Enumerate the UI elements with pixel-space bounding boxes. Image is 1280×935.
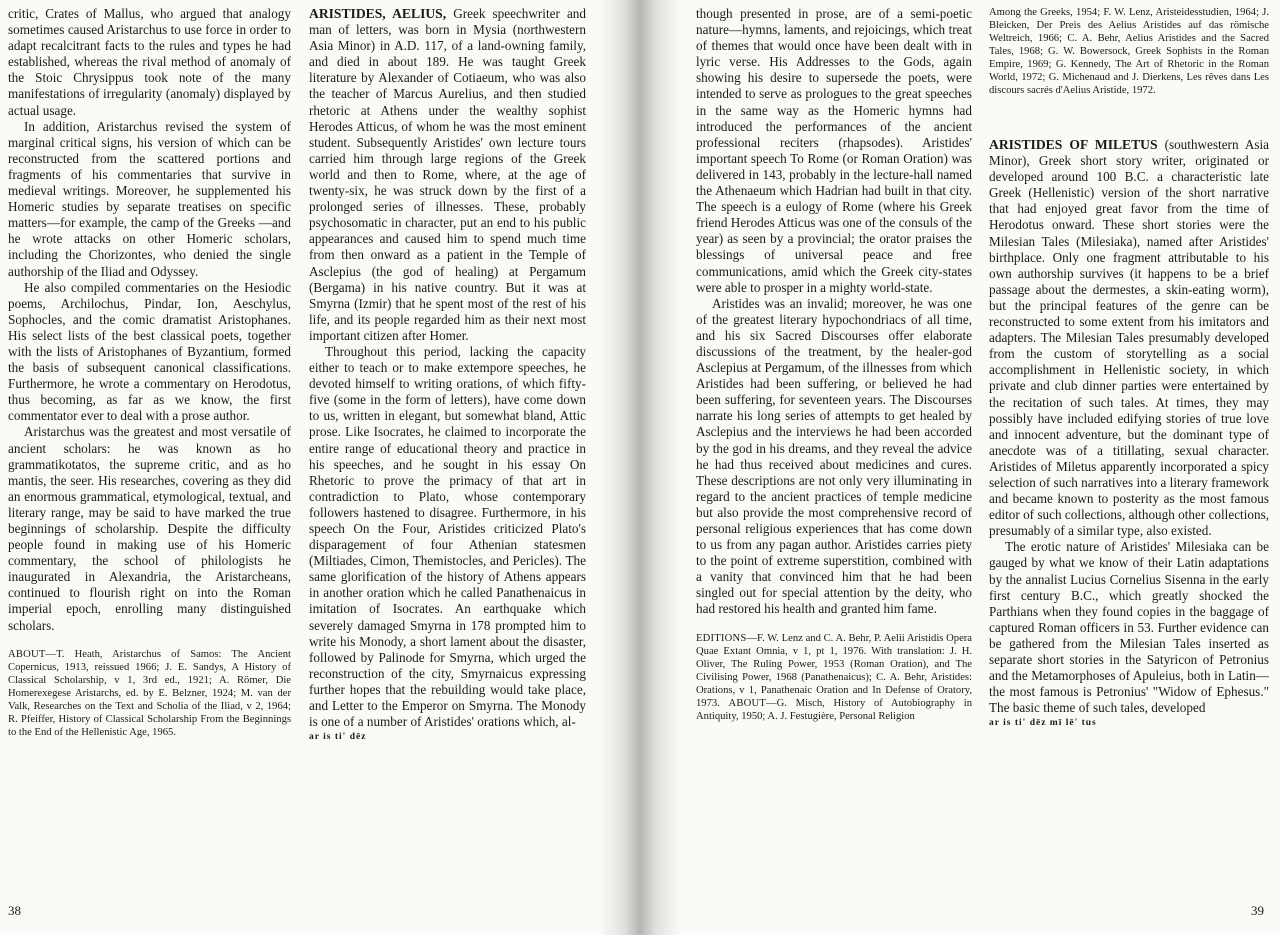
headword: ARISTIDES, AELIUS, <box>309 6 447 21</box>
column-2 <box>309 6 586 742</box>
paragraph: critic, Crates of Mallus, who argued that analogy sometimes caused Aristarchus to use force in order to adapt recalcitrant facts to the rules and types he had established, whereas the rival method of anomaly of the Stoic Chrysippus took note of the many manifestations of irregularity (anomaly) displayed by actual usage. <box>8 6 291 118</box>
right-page <box>632 0 1280 935</box>
paragraph: though presented in prose, are of a semi-poetic nature—hymns, laments, and rejoicings, which treat of themes that would once have been dealt with in lyric verse. His Addresses to the Gods, again showing his desire to supersede the poets, were intended to serve as prologues to the great speeches in the same way as the Homeric hymns had introduced the performances of the ancient professional reciters (rhapsodes). Aristides' important speech To Rome (or Roman Oration) was delivered in 143, probably in the lecture-hall named the Athenaeum which Hadrian had built in that city. The speech is a eulogy of Rome (where his Greek friend Herodes Atticus was one of the consuls of the year) as seen by a provincial; the orator praises the blessings of universal peace and free communications, amid which the Greek city-states were able to prosper in a mighty world-state. <box>696 6 972 295</box>
editions-label: EDITIONS <box>696 632 747 644</box>
paragraph: The erotic nature of Aristides' Milesiaka can be gauged by what we know of their Latin adaptations by the annalist Lucius Cornelius Sisenna in the early first century B.C., which greatly shocked the Parthians when they found copies in the baggage of captured Roman officers in 53. Further evidence can be gathered from the Milesian Tales inserted as separate short stories in the Satyricon of Petronius and the Metamorphoses of Apuleius, both in Latin—the most famous is Petronius' "Widow of Ephesus." The basic theme of such tales, developed <box>989 539 1269 716</box>
paragraph: He also compiled commentaries on the Hesiodic poems, Archilochus, Pindar, Ion, Aeschylus, Sophocles, and the comic dramatist Aristophanes. His select lists of the best classical poets, together with the lists of Aristophanes of Byzantium, formed the basis of subsequent canonical classifications. Furthermore, he wrote a commentary on Herodotus, thus becoming, as far as we know, the first commentator ever to deal with a prose author. <box>8 279 291 424</box>
editions-references <box>696 632 972 723</box>
column-1 <box>8 6 291 739</box>
page-number: 38 <box>8 903 21 918</box>
paragraph: (southwestern Asia Minor), Greek short story writer, originated or developed around 100 B.C. a characteristic late Greek (Hellenistic) version of the short narrative that had enjoyed great favor from the time of Herodotus onward. These short stories were the Milesian Tales (Milesiaka), named after Aristides' birthplace. Only one fragment attributable to his own authorship survives (it happens to be a brief passage about the dermestes, a skin-eating worm), but the principal features of the genre can be reconstructed to some extent from his imitators and adapters. The Milesian Tales presumably developed from the custom of storytelling as a social accomplishment in Hellenistic society, in which private and club dinner parties were entertained by the recitation of such tales. At times, they may possibly have included edifying stories of true love and innocent adventure, but the dominant type of anecdote was of a titillating, sexual character. Aristides of Miletus apparently incorporated a spicy selection of such narratives into a literary framework and became known to posterity as the most famous editor of such collections, although other collections, presumably of a similar type, also existed. <box>989 137 1269 539</box>
page-number: 39 <box>1251 903 1264 918</box>
about-label: ABOUT <box>728 697 767 709</box>
about-label: ABOUT <box>8 648 46 660</box>
about-text: —G. Misch, History of Autobiography in Antiquity, 1950; A. J. Festugière, Personal Religion <box>696 697 972 722</box>
editions-text: —F. W. Lenz and C. A. Behr, P. Aelii Aristidis Opera Quae Extant Omnia, v 1, pt 1, 1976. With translation: J. H. Oliver, The Ruling Power, 1953 (Roman Oration), and The Civilising Power, 1968 (Panathenaicus); C. A. Behr, Aristides: Orations, v 1, Panathenaic Oration and In Defense of Oratory, 1973. <box>696 632 972 709</box>
entry-aristides-of-miletus <box>989 137 1269 539</box>
left-page <box>0 0 632 935</box>
column-4 <box>989 6 1269 728</box>
about-text: —T. Heath, Aristarchus of Samos: The Ancient Copernicus, 1913, reissued 1966; J. E. Sandys, A History of Classical Scholarship, v 1, 3rd ed., 1921; A. Römer, Die Homerexegese Aristarchs, ed. by E. Belzner, 1924; M. van der Valk, Researches on the Text and Scholia of the Iliad, v 2, 1964; R. Pfeiffer, History of Classical Scholarship From the Beginnings to the End of the Hellenistic Age, 1965. <box>8 648 291 738</box>
paragraph: In addition, Aristarchus revised the system of marginal critical signs, his version of which can be reconstructed from the scattered portions and fragments of his commentaries that survive in medieval writings. Moreover, he supplemented his Homeric studies by separate treatises on specific matters—for example, the camp of the Greeks —and he wrote attacks on other Homeric scholars, including the Chorizontes, who denied the single authorship of the Iliad and Odyssey. <box>8 118 291 279</box>
paragraph: Aristides was an invalid; moreover, he was one of the greatest literary hypochondriacs of all time, and his six Sacred Discourses offer elaborate discussions of the treatment, by the healer-god Asclepius at Pergamum, of the illnesses from which Aristides had been suffering, or believed he had been suffering, for seventeen years. The Discourses narrate his long series of attempts to get healed by Asclepius and the interviews he had been accorded by the god in his dreams, and they reveal the advice he had thus received about medicines and cures. These descriptions are not only very illuminating in regard to the ancient practices of temple medicine but also provide the most comprehensive record of personal religious experiences that has come down to us from any pagan author. Aristides carries piety to the point of extreme superstition, combined with a vanity that convinced him that he had been singled out for special attention by the deity, who had restored his health and granted him fame. <box>696 295 972 617</box>
references-continued: Among the Greeks, 1954; F. W. Lenz, Aristeidesstudien, 1964; J. Bleicken, Der Preis des Aelius Aristides auf das römische Weltreich, 1966; C. A. Behr, Aelius Aristides and the Sacred Tales, 1968; G. W. Bowersock, Greek Sophists in the Roman Empire, 1969; G. Kennedy, The Art of Rhetoric in the Roman World, 1972; G. Michenaud and J. Dierkens, Les rêves dans Les discours sacrés d'Aelius Aristide, 1972. <box>989 7 1269 96</box>
paragraph: Aristarchus was the greatest and most versatile of ancient scholars: he was known as ho grammatikotatos, the supreme critic, and as ho mantis, the seer. His researches, covering as they did an enormous grammatical, etymological, textual, and literary range, may be said to have marked the true beginnings of scholarship. Despite the difficulty people found in making use of his Homeric commentary, the school of philologists he inaugurated in Alexandria, the Aristarcheans, continued to flourish right on into the Roman imperial epoch, enrolling many distinguished scholars. <box>8 424 291 633</box>
pronunciation: ar is ti' dēz mī lē' tus <box>989 718 1097 729</box>
headword: ARISTIDES OF MILETUS <box>989 137 1158 152</box>
entry-aristides-aelius <box>309 6 586 344</box>
pronunciation: ar is ti' dēz <box>309 732 367 743</box>
paragraph: Throughout this period, lacking the capacity either to teach or to make extempore speeches, he devoted himself to writing orations, of which fifty-five (some in the form of letters), have come down to us, written in elegant, but somewhat bland, Attic prose. Like Isocrates, he claimed to incorporate the entire range of educational theory and practice in his speeches, and he sought in his essay On Rhetoric to prove the primacy of that art in contradiction to Plato, whose contemporary followers hastened to disagree. Furthermore, in his speech On the Four, Aristides criticized Plato's disparagement of four Athenian statesmen (Miltiades, Cimon, Themistocles, and Pericles). The same glorification of the history of Athens appears in another oration which he called Panathenaicus in imitation of Isocrates. An earthquake which severely damaged Smyrna in 178 prompted him to write his Monody, a short lament about the disaster, followed by Palinode for Smyrna, which urged the reconstruction of the city, Smyrnaicus expressing further hopes that the rebuilding would take place, and Letter to the Emperor on Smyrna. The Monody is one of a number of Aristides' orations which, al- <box>309 343 586 730</box>
about-references <box>8 648 291 739</box>
column-3 <box>696 6 972 723</box>
paragraph: Greek speechwriter and man of letters, was born in Mysia (northwestern Asia Minor) in A.D. 117, of a land-owning family, and died in about 189. He was taught Greek literature by Alexander of Cotiaeum, who was also the teacher of Marcus Aurelius, and then studied rhetoric at Athens under the wealthy sophist Herodes Atticus, of whom he was the most eminent student. Subsequently Aristides' own lecture tours carried him through large regions of the Greek world and then to Rome, where, at the age of twenty-six, he was struck down by the first of a prolonged series of illnesses. These, probably psychosomatic in character, put an end to his public appearances and caused him to spend much time from then onward as a patient in the Temple of Asclepius (the god of healing) at Pergamum (Bergama) in his native country. But it was at Smyrna (Izmir) that he spent most of the rest of his life, and its people regarded him as their next most important citizen after Homer. <box>309 6 586 343</box>
